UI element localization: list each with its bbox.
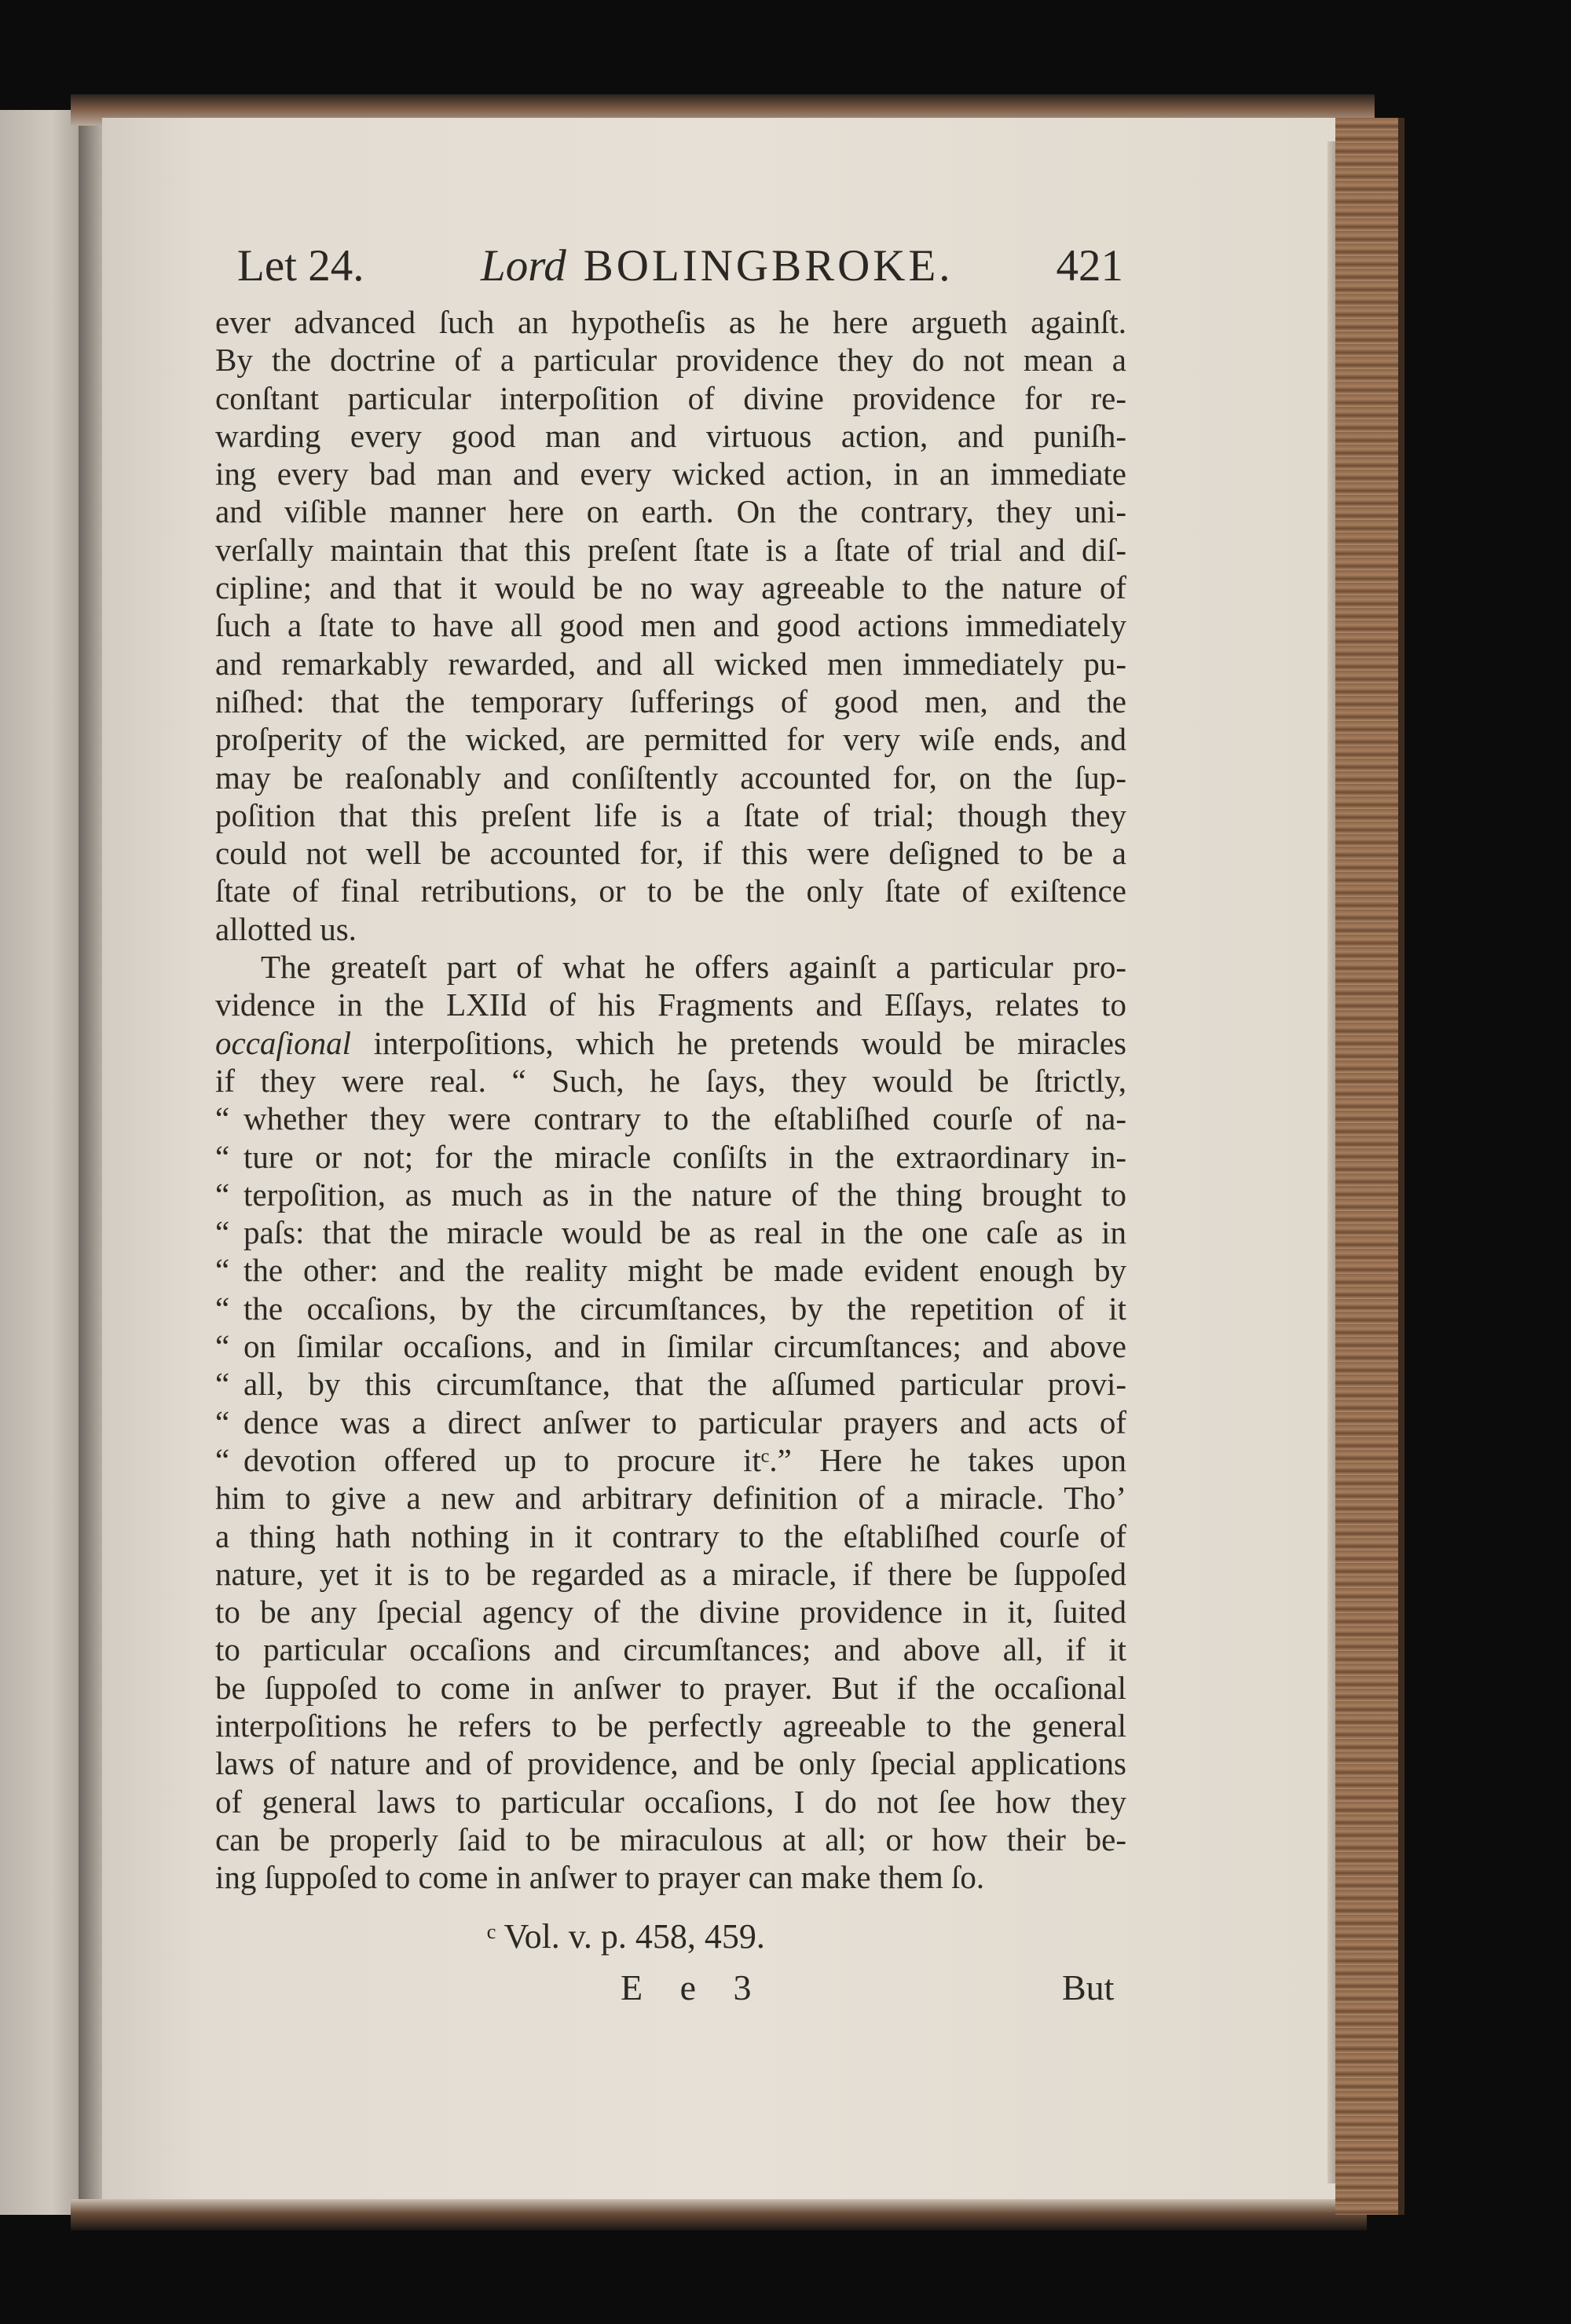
text-line: to be any ſpecial agency of the divine providence in it, ſuited — [215, 1594, 1126, 1630]
text-line: a thing hath nothing in it contrary to the eſtabliſhed courſe of — [215, 1517, 1126, 1554]
text-line: proſperity of the wicked, are permitted for very wiſe ends, and — [215, 721, 1126, 758]
text-line: poſition that this preſent life is a ſtate of trial; though they — [215, 796, 1126, 833]
text-line: could not well be accounted for, if this were deſigned to be a — [215, 835, 1126, 872]
book-fore-edge — [1335, 118, 1404, 2215]
facing-page-edge — [0, 110, 86, 2215]
text-line: ſtate of final retributions, or to be the only ſtate of exiſtence — [215, 873, 1126, 909]
text-line: can be properly ſaid to be miraculous at all; or how their be- — [215, 1821, 1126, 1857]
text-line: interpoſitions he refers to be perfectly agreeable to the general — [215, 1707, 1126, 1744]
running-head-lord: Lord — [481, 241, 566, 291]
catchword: But — [1062, 1967, 1115, 2007]
text-line: verſally maintain that this preſent ſtate is a ſtate of trial and diſ- — [215, 531, 1126, 568]
text-line: “ dence was a direct anſwer to particular prayers and acts of — [215, 1404, 1126, 1440]
text-line: and viſible manner here on earth. On the contrary, they uni- — [215, 493, 1126, 530]
footnote: ᶜ Vol. v. p. 458, 459. — [487, 1917, 765, 1956]
body-text — [215, 303, 1126, 1896]
quote-mark: “ — [215, 1252, 230, 1289]
text-line: “ ture or not; for the miracle conſiſts in the extraordinary in- — [215, 1138, 1126, 1175]
text-line: laws of nature and of providence, and be only ſpecial applications — [215, 1745, 1126, 1782]
text-line: ing ſuppoſed to come in anſwer to prayer can make them ſo. — [215, 1859, 985, 1896]
text-line: warding every good man and virtuous action, and puniſh- — [215, 417, 1126, 454]
text-line: if they were real. “ Such, he ſays, they would be ſtrictly, — [215, 1062, 1126, 1099]
text-line: him to give a new and arbitrary definition of a miracle. Tho’ — [215, 1480, 1126, 1517]
text-line: be ſuppoſed to come in anſwer to prayer. But if the occaſional — [215, 1669, 1126, 1706]
text-line: vidence in the LXIId of his Fragments and Eſſays, relates to — [215, 986, 1126, 1023]
text-line: conſtant particular interpoſition of divine providence for re- — [215, 379, 1126, 416]
text-line: nature, yet it is to be regarded as a miracle, if there be ſuppoſed — [215, 1555, 1126, 1592]
quote-mark: “ — [215, 1176, 230, 1213]
running-head-letter: Let 24. — [237, 241, 364, 291]
text-line: “ the occaſions, by the circumſtances, by the repetition of it — [215, 1290, 1126, 1327]
italic-word: occaſional — [215, 1024, 352, 1061]
quote-mark: “ — [215, 1404, 230, 1440]
text-line: “ paſs: that the miracle would be as real in the one caſe as in — [215, 1214, 1126, 1251]
text-line: By the doctrine of a particular providence they do not mean a — [215, 342, 1126, 379]
running-head-name: BOLINGBROKE. — [583, 241, 954, 291]
running-head — [237, 240, 1123, 303]
quote-mark: “ — [215, 1441, 230, 1478]
quote-mark: “ — [215, 1100, 230, 1137]
signature-mark: E e 3 — [621, 1967, 766, 2007]
page-number: 421 — [1056, 241, 1123, 291]
text-line: niſhed: that the temporary ſufferings of good men, and the — [215, 683, 1126, 719]
quote-mark: “ — [215, 1214, 230, 1251]
text-line: occaſional interpoſitions, which he pretends would be miracles — [215, 1024, 1126, 1061]
text-line: to particular occaſions and circumſtances; and above all, if it — [215, 1631, 1126, 1668]
text-line: cipline; and that it would be no way agreeable to the nature of — [215, 569, 1126, 606]
text-line: ſuch a ſtate to have all good men and good actions immediately — [215, 607, 1126, 644]
text-line: “ devotion offered up to procure itᶜ.” Here he takes upon — [215, 1441, 1126, 1478]
text-line: and remarkably rewarded, and all wicked men immediately pu- — [215, 645, 1126, 682]
text-line: The greateſt part of what he offers againſt a particular pro- — [261, 949, 1126, 986]
text-line: “ terpoſition, as much as in the nature of the thing brought to — [215, 1176, 1126, 1213]
text-line: ing every bad man and every wicked action, in an immediate — [215, 456, 1126, 492]
quote-mark: “ — [215, 1366, 230, 1403]
text-line: allotted us. — [215, 910, 357, 947]
text-line: of general laws to particular occaſions, I do not ſee how they — [215, 1783, 1126, 1820]
text-line: “ on ſimilar occaſions, and in ſimilar circumſtances; and above — [215, 1328, 1126, 1365]
text-line: “ all, by this circumſtance, that the aſſumed particular provi- — [215, 1366, 1126, 1403]
quote-mark: “ — [215, 1138, 230, 1175]
text-line: may be reaſonably and conſiſtently accounted for, on the ſup- — [215, 759, 1126, 796]
text-line: “ whether they were contrary to the eſtabliſhed courſe of na- — [215, 1100, 1126, 1137]
text-line: ever advanced ſuch an hypotheſis as he here argueth againſt. — [215, 304, 1126, 340]
text-line: “ the other: and the reality might be made evident enough by — [215, 1252, 1126, 1289]
running-head-title — [481, 240, 954, 291]
quote-mark: “ — [215, 1290, 230, 1327]
quote-mark: “ — [215, 1328, 230, 1365]
page-bottom-edge — [71, 2199, 1367, 2231]
